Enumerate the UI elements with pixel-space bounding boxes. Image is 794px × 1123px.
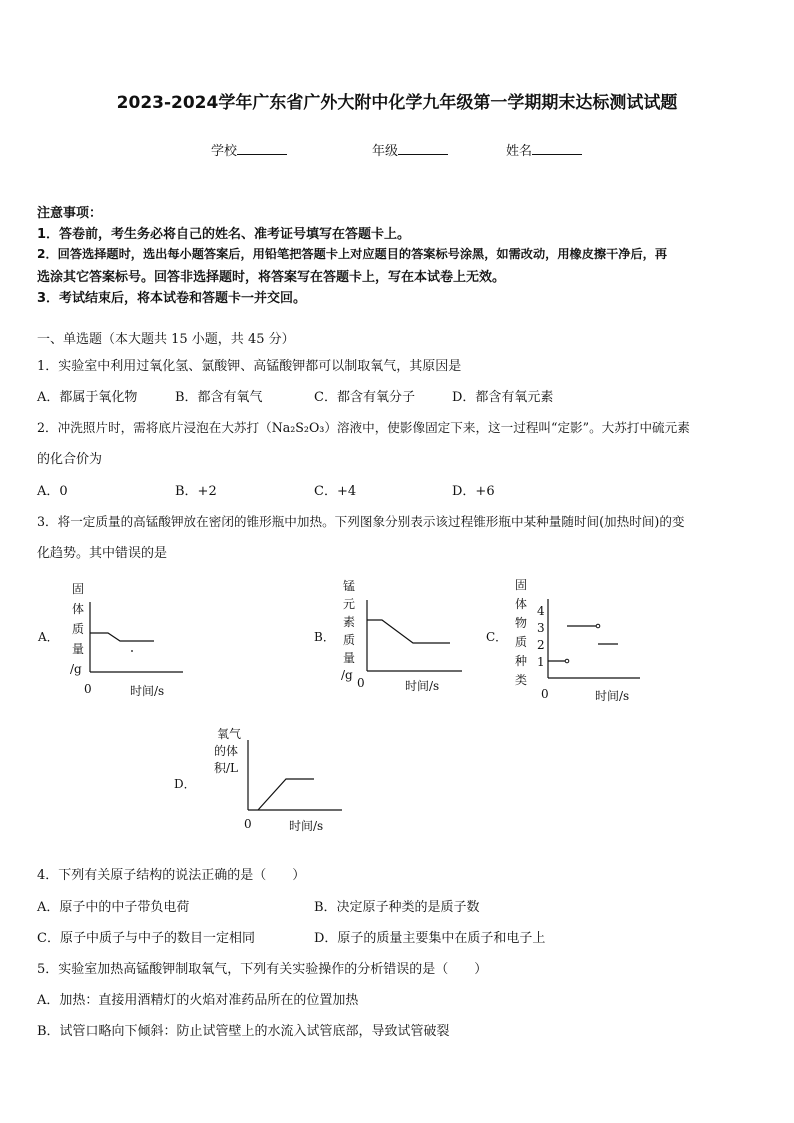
- name-label: 姓名: [506, 144, 533, 159]
- q5-stem: 5．实验室加热高锰酸钾制取氧气，下列有关实验操作的分析错误的是（ ）: [37, 962, 488, 977]
- graph-b-ylabel-6: /g: [341, 668, 353, 682]
- q1-option-a: A．都属于氧化物: [37, 390, 138, 405]
- graph-b: [310, 575, 480, 700]
- graph-c-ylabel-3: 物: [515, 616, 528, 630]
- graph-a-ylabel-4: 量: [72, 642, 85, 656]
- grade-label: 年级: [372, 144, 399, 159]
- graph-b-origin: 0: [357, 676, 365, 690]
- graph-a-ylabel-3: 质: [72, 622, 85, 636]
- q4-option-b: B．决定原子种类的是质子数: [314, 900, 480, 915]
- graph-a-ylabel-1: 固: [72, 582, 85, 596]
- school-field: [211, 140, 287, 159]
- note-2-line1: 2．回答选择题时，选出每小题答案后，用铅笔把答题卡上对应题目的答案标号涂黑，如需改动，用橡皮擦干净后，再: [37, 247, 668, 261]
- graph-d-ylabel-2: 的体: [214, 744, 239, 758]
- graph-c: [484, 575, 654, 707]
- school-label: 学校: [211, 144, 238, 159]
- name-field: [506, 140, 582, 159]
- graph-d-xlabel: 时间/s: [289, 819, 324, 833]
- q5-option-a: A．加热：直接用酒精灯的火焰对准药品所在的位置加热: [37, 993, 359, 1008]
- graph-c-point-1: [565, 659, 569, 663]
- graph-a-label: A．: [38, 630, 59, 644]
- graph-d-label: D．: [174, 777, 196, 791]
- graph-c-origin: 0: [541, 687, 549, 701]
- graph-c-point-3: [596, 624, 600, 628]
- school-blank: [237, 142, 287, 155]
- graph-c-tick-2: 2: [537, 638, 545, 652]
- graph-b-ylabel-3: 素: [343, 615, 356, 629]
- graph-d-ylabel-1: 氧气: [217, 727, 242, 741]
- page-title: 2023-2024学年广东省广外大附中化学九年级第一学期期末达标测试试题: [116, 93, 678, 113]
- graph-b-xlabel: 时间/s: [405, 679, 440, 693]
- q1-option-d: D．都含有氧元素: [452, 390, 554, 405]
- graph-c-ylabel-6: 类: [515, 673, 528, 687]
- q1-option-c: C．都含有氧分子: [314, 390, 415, 405]
- name-blank: [532, 142, 582, 155]
- q2-stem-line1: 2．冲洗照片时，需将底片浸泡在大苏打（Na₂S₂O₃）溶液中，使影像固定下来，这一过程叫“定影”。大苏打中硫元素: [37, 420, 690, 435]
- graph-b-curve: [367, 620, 450, 643]
- q2-stem-line2: 的化合价为: [37, 452, 103, 467]
- graph-c-tick-4: 4: [537, 604, 545, 618]
- q4-option-d: D．原子的质量主要集中在质子和电子上: [314, 931, 546, 946]
- notes-heading: 注意事项：: [37, 206, 103, 221]
- q3-stem-line1: 3．将一定质量的高锰酸钾放在密闭的锥形瓶中加热。下列图象分别表示该过程锥形瓶中某种量随时间(加热时间)的变: [37, 514, 685, 529]
- graph-d-curve: [258, 779, 314, 810]
- graph-a-xlabel: 时间/s: [130, 684, 165, 698]
- q1-stem: 1．实验室中利用过氧化氢、氯酸钾、高锰酸钾都可以制取氧气，其原因是: [37, 359, 462, 374]
- q2-option-d: D．+6: [452, 484, 495, 499]
- q5-option-b: B．试管口略向下倾斜：防止试管壁上的水流入试管底部，导致试管破裂: [37, 1024, 450, 1039]
- q2-option-a: A．0: [37, 484, 68, 499]
- graph-a: [30, 575, 200, 700]
- graph-c-label: C．: [486, 630, 508, 644]
- graph-c-xlabel: 时间/s: [595, 689, 630, 703]
- graph-d: [170, 722, 350, 837]
- graph-b-ylabel-1: 锰: [343, 579, 356, 593]
- graph-a-ylabel-5: /g: [70, 662, 82, 676]
- graph-b-ylabel-4: 质: [343, 633, 356, 647]
- graph-c-tick-1: 1: [537, 655, 545, 669]
- q2-option-b: B．+2: [175, 484, 217, 499]
- grade-blank: [398, 142, 448, 155]
- note-2-line2: 选涂其它答案标号。回答非选择题时，将答案写在答题卡上，写在本试卷上无效。: [37, 270, 506, 285]
- q1-option-b: B．都含有氧气: [175, 390, 263, 405]
- note-1: 1．答卷前，考生务必将自己的姓名、准考证号填写在答题卡上。: [37, 227, 411, 242]
- graph-a-curve: [90, 633, 154, 641]
- graph-c-ylabel-2: 体: [515, 597, 528, 611]
- graph-b-ylabel-2: 元: [343, 597, 356, 611]
- graph-a-origin: 0: [84, 682, 92, 696]
- graph-d-ylabel-3: 积/L: [214, 761, 239, 775]
- note-3: 3．考试结束后，将本试卷和答题卡一并交回。: [37, 291, 307, 306]
- graph-c-ylabel-5: 种: [515, 654, 528, 668]
- graph-c-ylabel-1: 固: [515, 578, 528, 592]
- section-heading: 一、单选题（本大题共 15 小题，共 45 分）: [37, 332, 295, 347]
- graph-a-ylabel-2: 体: [72, 602, 85, 616]
- q4-stem: 4．下列有关原子结构的说法正确的是（ ）: [37, 868, 306, 883]
- grade-field: [372, 140, 448, 159]
- q4-option-c: C．原子中质子与中子的数目一定相同: [37, 931, 255, 946]
- graph-c-tick-3: 3: [537, 621, 545, 635]
- graph-d-origin: 0: [244, 817, 252, 831]
- graph-c-ylabel-4: 质: [515, 635, 528, 649]
- q3-stem-line2: 化趋势。其中错误的是: [37, 546, 168, 561]
- q4-option-a: A．原子中的中子带负电荷: [37, 900, 190, 915]
- graph-b-label: B．: [314, 630, 335, 644]
- q2-option-c: C．+4: [314, 484, 357, 499]
- graph-b-ylabel-5: 量: [343, 651, 356, 665]
